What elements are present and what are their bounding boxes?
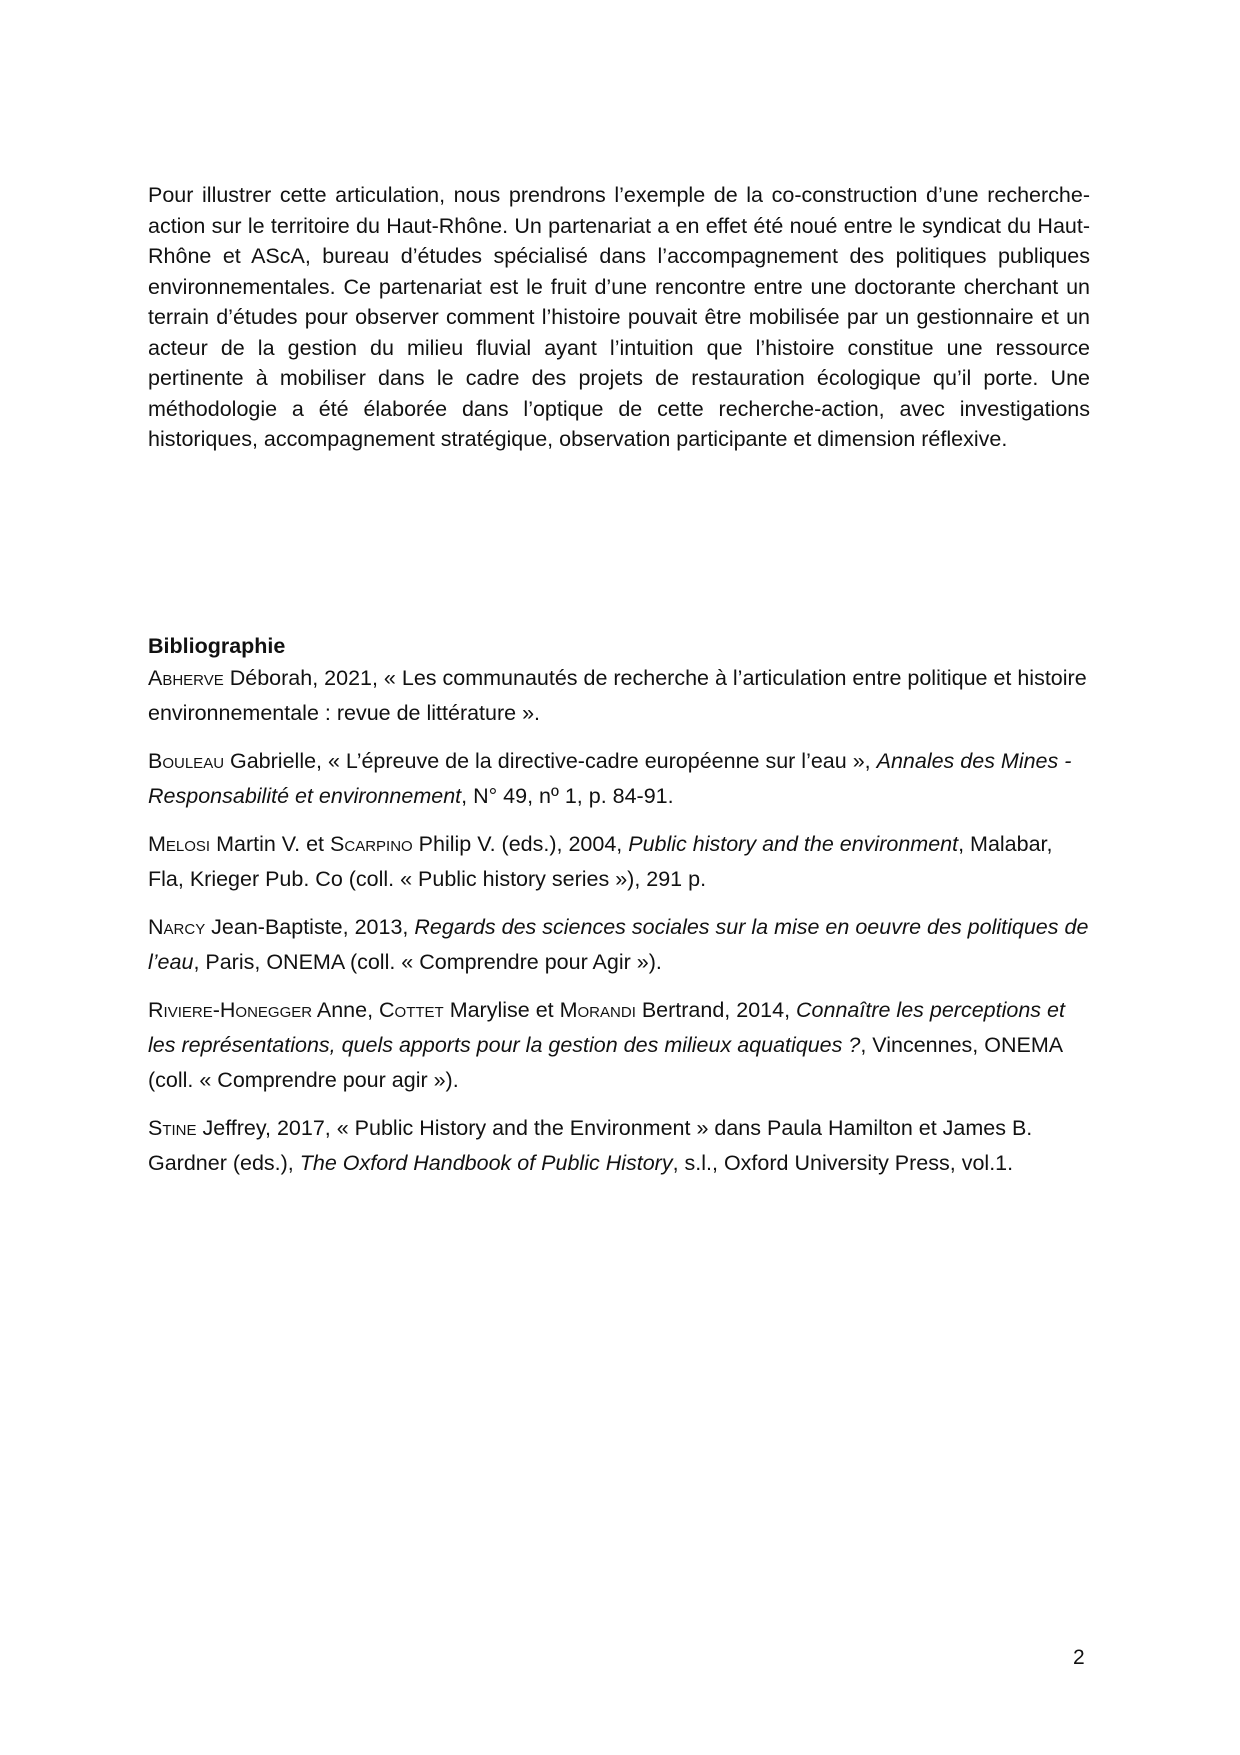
author-name: Narcy <box>148 915 206 939</box>
entry-text: Marylise et <box>443 998 560 1022</box>
author-name: Scarpino <box>330 832 413 856</box>
entry-text: , Paris, ONEMA (coll. « Comprendre pour Agir »). <box>193 950 662 974</box>
page-number: 2 <box>1073 1646 1085 1669</box>
bibliography-section <box>148 631 1093 1194</box>
bibliography-entry <box>148 910 1093 980</box>
entry-text: , N° 49, nº 1, p. 84-91. <box>461 784 674 808</box>
entry-text: , Vincennes, ONEMA (coll. « Comprendre pour agir »). <box>148 1033 1062 1092</box>
bibliography-entry <box>148 744 1093 814</box>
entry-text: , s.l., Oxford University Press, vol.1. <box>672 1151 1014 1175</box>
body-paragraph: Pour illustrer cette articulation, nous prendrons l’exemple de la co-construction d’une recherche-action sur le territoire du Haut-Rhône. Un partenariat a en effet été noué entre le syndicat du Haut-Rhône et AScA, bureau d’études spécialisé dans l’accompagnement des politiques publiques environnementales. Ce partenariat est le fruit d’une rencontre entre une doctorante cherchant un terrain d’études pour observer comment l’histoire pouvait être mobilisée par un gestionnaire et un acteur de la gestion du milieu fluvial ayant l’intuition que l’histoire constitue une ressource pertinente à mobiliser dans le cadre des projets de restauration écologique qu’il porte. Une méthodologie a été élaborée dans l’optique de cette recherche-action, avec investigations historiques, accompagnement stratégique, observation participante et dimension réflexive. <box>148 183 1090 451</box>
entry-text: Jeffrey, 2017, « Public History and the Environment » dans Paula Hamilton et James B. Gardner (eds.), <box>148 1116 1033 1175</box>
entry-text: Philip V. (eds.), 2004, <box>412 832 629 856</box>
entry-text: Martin V. et <box>210 832 331 856</box>
bibliography-entry <box>148 1111 1093 1181</box>
bibliography-entry <box>148 993 1093 1098</box>
publication-title: Public history and the environment <box>628 832 959 856</box>
author-name: Abherve <box>148 666 224 690</box>
author-name: Stine <box>148 1116 197 1140</box>
bibliography-heading: Bibliographie <box>148 634 286 658</box>
entry-text: Gabrielle, « L’épreuve de la directive-cadre européenne sur l’eau », <box>224 749 877 773</box>
entry-text: Jean-Baptiste, 2013, <box>205 915 415 939</box>
publication-title: The Oxford Handbook of Public History <box>299 1151 673 1175</box>
publication-title: Connaître les perceptions et les représentations, quels apports pour la gestion des milieux aquatiques ? <box>148 998 1065 1057</box>
publication-title: Regards des sciences sociales sur la mise en oeuvre des politiques de l’eau <box>148 915 1089 974</box>
entry-text: Bertrand, 2014, <box>635 998 797 1022</box>
author-name: Bouleau <box>148 749 225 773</box>
entry-text: Déborah, 2021, « Les communautés de recherche à l’articulation entre politique et histoire environnementale : revue de littérature ». <box>148 666 1087 725</box>
author-name: Cottet <box>379 998 444 1022</box>
entry-text: Anne, <box>312 998 380 1022</box>
entry-text: , Malabar, Fla, Krieger Pub. Co (coll. « Public history series »), 291 p. <box>148 832 1053 891</box>
bibliography-entry <box>148 661 1093 731</box>
author-name: Morandi <box>559 998 636 1022</box>
publication-title: Annales des Mines - Responsabilité et environnement <box>148 749 1072 808</box>
author-name: Riviere-Honegger <box>148 998 313 1022</box>
bibliography-entry <box>148 827 1093 897</box>
author-name: Melosi <box>148 832 211 856</box>
